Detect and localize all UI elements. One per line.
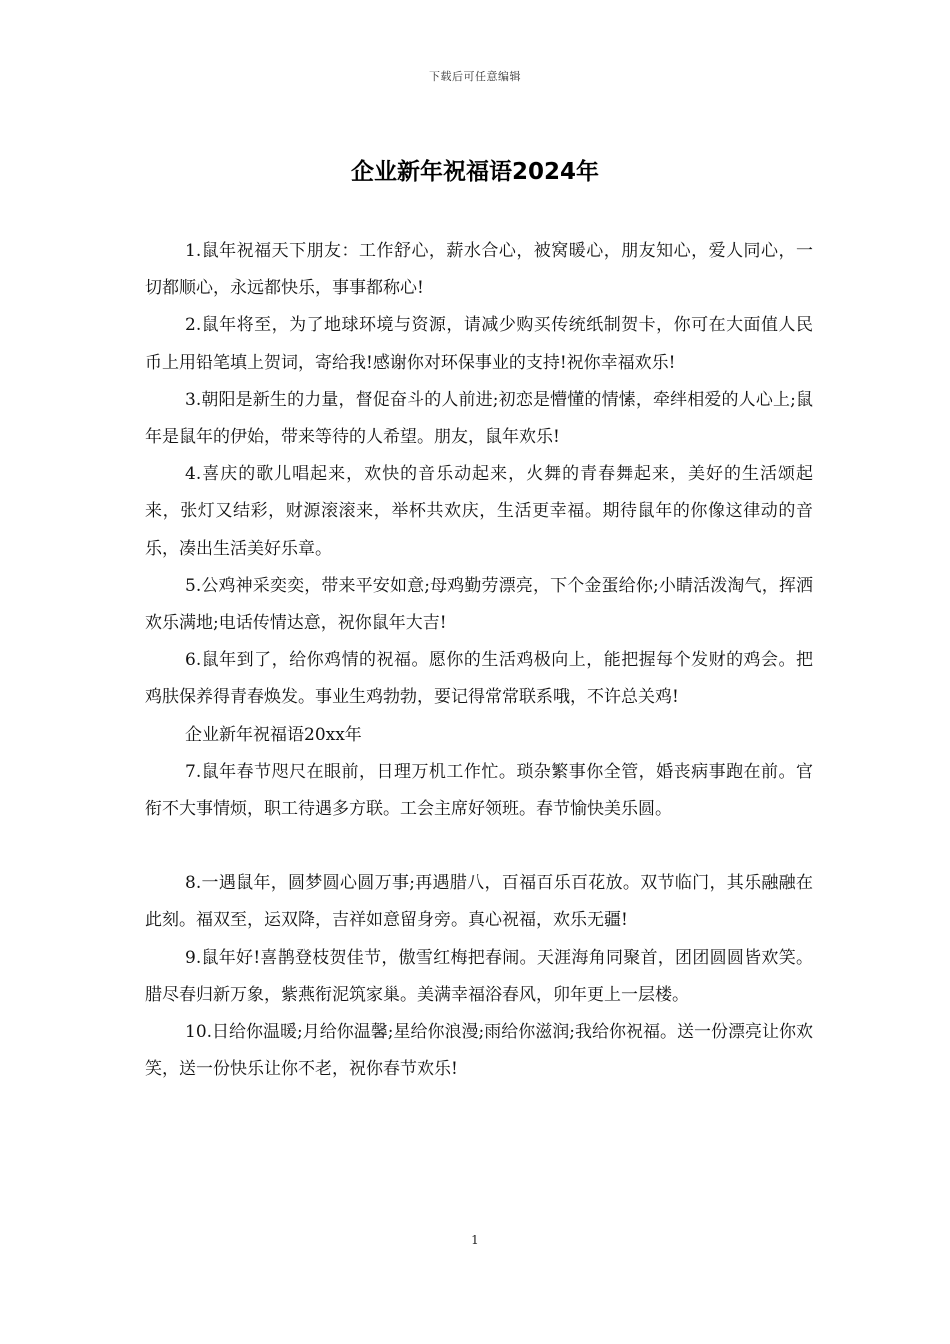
greeting-paragraph-4: 4.喜庆的歌儿唱起来，欢快的音乐动起来，火舞的青春舞起来，美好的生活颂起来，张灯又结彩，财源滚滚来，举杯共欢庆，生活更幸福。期待鼠年的你像这律动的音乐，凑出生活美好乐章。 [145, 464, 813, 559]
greeting-paragraph-7: 7.鼠年春节咫尺在眼前，日理万机工作忙。琐杂繁事你全管，婚丧病事跑在前。官衔不大事情烦，职工待遇多方联。工会主席好领班。春节愉快美乐圆。 [145, 761, 813, 820]
greeting-paragraph-2: 2.鼠年将至，为了地球环境与资源，请减少购买传统纸制贺卡，你可在大面值人民币上用铅笔填上贺词，寄给我!感谢你对环保事业的支持!祝你幸福欢乐! [145, 315, 813, 373]
greeting-paragraph-9: 9.鼠年好!喜鹊登枝贺佳节，傲雪红梅把春闹。天涯海角同聚首，团团圆圆皆欢笑。腊尽春归新万象，紫燕衔泥筑家巢。美满幸福浴春风，卯年更上一层楼。 [145, 947, 813, 1005]
blank-line [145, 828, 813, 865]
greeting-paragraph-3: 3.朝阳是新生的力量，督促奋斗的人前进;初恋是懵懂的情愫，牵绊相爱的人心上;鼠年是鼠年的伊始，带来等待的人希望。朋友，鼠年欢乐! [145, 389, 813, 448]
header-note: 下载后可任意编辑 [429, 70, 521, 83]
greeting-paragraph-5: 5.公鸡神采奕奕，带来平安如意;母鸡勤劳漂亮，下个金蛋给你;小睛活泼淘气，挥洒欢乐满地;电话传情达意，祝你鼠年大吉! [145, 575, 813, 634]
greeting-paragraph-6: 6.鼠年到了，给你鸡情的祝福。愿你的生活鸡极向上，能把握每个发财的鸡会。把鸡肤保养得青春焕发。事业生鸡勃勃，要记得常常联系哦，不许总关鸡! [145, 650, 813, 708]
document-title: 企业新年祝福语2024年 [350, 159, 599, 185]
page-number: 1 [471, 1233, 479, 1247]
greeting-paragraph-10: 10.日给你温暖;月给你温馨;星给你浪漫;雨给你滋润;我给你祝福。送一份漂亮让你欢笑，送一份快乐让你不老，祝你春节欢乐! [145, 1022, 813, 1080]
greeting-paragraph-8: 8.一遇鼠年，圆梦圆心圆万事;再遇腊八，百福百乐百花放。双节临门，其乐融融在此刻。福双至，运双降，吉祥如意留身旁。真心祝福，欢乐无疆! [145, 873, 813, 931]
greeting-paragraph-1: 1.鼠年祝福天下朋友：工作舒心，薪水合心，被窝暖心，朋友知心，爱人同心，一切都顺心，永远都快乐，事事都称心! [145, 241, 813, 299]
document-body [145, 233, 813, 1088]
section-subheading: 企业新年祝福语20xx年 [185, 724, 362, 745]
